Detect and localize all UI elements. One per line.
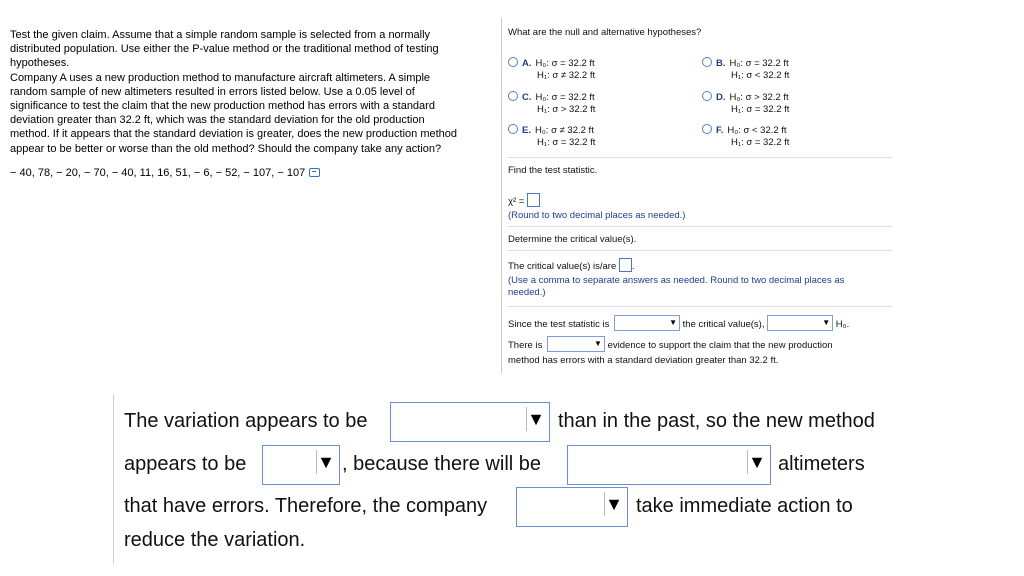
better-worse-dropdown[interactable] — [262, 445, 340, 485]
divider — [507, 306, 892, 307]
company-action-dropdown[interactable] — [516, 487, 628, 527]
option-f[interactable]: F. H₀: σ < 32.2 ft H₁: σ = 32.2 ft — [702, 124, 789, 149]
option-a[interactable]: A. H₀: σ = 32.2 ft H₁: σ ≠ 32.2 ft — [508, 57, 595, 82]
reject-dropdown[interactable] — [767, 315, 833, 331]
problem-line: random sample of new altimeters resulted in errors listed below. Use a 0.05 level of — [10, 85, 415, 98]
divider — [507, 226, 892, 227]
chevron-down-icon: ▼ — [594, 339, 602, 348]
because-text: , because there will be — [342, 453, 542, 475]
problem-line: method. If it appears that the standard deviation is greater, does the new production method — [10, 128, 458, 141]
critical-prompt: Determine the critical value(s). — [508, 234, 637, 245]
radio-e[interactable] — [508, 124, 518, 134]
chi-square-label: χ² = — [508, 196, 525, 207]
test-stat-prompt: Find the test statistic. — [508, 165, 598, 176]
option-d[interactable]: D. H₀: σ > 32.2 ft H₁: σ = 32.2 ft — [702, 91, 789, 116]
critical-hint: (Use a comma to separate answers as needed. Round to two decimal places as needed.) — [508, 275, 845, 298]
action-text: take immediate action to — [636, 495, 853, 517]
radio-c[interactable] — [508, 91, 518, 101]
radio-f[interactable] — [702, 124, 712, 134]
critical-row: The critical value(s) is/are . — [508, 258, 635, 272]
divider — [507, 250, 892, 251]
test-stat-hint: (Round to two decimal places as needed.) — [508, 210, 686, 221]
chevron-down-icon: ▼ — [822, 318, 831, 327]
appears-text: appears to be — [124, 453, 247, 475]
divider — [507, 157, 892, 158]
hypotheses-question: What are the null and alternative hypotheses? — [508, 27, 702, 38]
chevron-down-icon: ▼ — [605, 494, 623, 514]
problem-line: hypotheses. — [10, 57, 70, 70]
problem-line: distributed population. Use either the P-value method or the traditional method of testing — [10, 43, 439, 56]
copy-data-icon[interactable] — [309, 168, 320, 177]
radio-a[interactable] — [508, 57, 518, 67]
conclusion-line-3: method has errors with a standard deviation greater than 32.2 ft. — [508, 355, 779, 366]
problem-statement — [10, 28, 492, 156]
chevron-down-icon: ▼ — [527, 409, 545, 429]
problem-line: deviation greater than 32.2 ft, which was the standard deviation for the old production — [10, 114, 425, 127]
problem-line: Company A uses a new production method to manufacture aircraft altimeters. A simple — [10, 71, 431, 84]
critical-value-input[interactable] — [619, 258, 632, 272]
problem-line: appear to be better or worse than the old method? Should the company take any action? — [10, 142, 442, 155]
radio-b[interactable] — [702, 57, 712, 67]
problem-line: significance to test the claim that the new production method has errors with a standard — [10, 100, 435, 113]
data-values-row — [10, 167, 320, 179]
chevron-down-icon: ▼ — [317, 452, 335, 472]
option-e[interactable]: E. H₀: σ ≠ 32.2 ft H₁: σ = 32.2 ft — [508, 124, 595, 149]
company-text: that have errors. Therefore, the company — [124, 495, 488, 517]
altimeter-count-dropdown[interactable] — [567, 445, 771, 485]
variation-text-1: The variation appears to be — [124, 410, 368, 432]
chevron-down-icon: ▼ — [669, 318, 678, 327]
radio-d[interactable] — [702, 91, 712, 101]
reduce-text: reduce the variation. — [124, 529, 306, 551]
option-c[interactable]: C. H₀: σ = 32.2 ft H₁: σ > 32.2 ft — [508, 91, 595, 116]
data-values: − 40, 78, − 20, − 70, − 40, 11, 16, 51, − 6, − 52, − 107, − 107 — [10, 167, 306, 179]
chi-square-input[interactable] — [527, 193, 540, 207]
conclusion-line-2: There is ▼ evidence to support the claim that the new production — [508, 336, 833, 352]
chevron-down-icon: ▼ — [748, 452, 766, 472]
problem-line: Test the given claim. Assume that a simple random sample is selected from a normally — [10, 29, 431, 41]
comparison-dropdown[interactable] — [614, 315, 680, 331]
variation-dropdown[interactable] — [390, 402, 550, 442]
conclusion-line-1: Since the test statistic is ▼ the critical value(s), ▼ H₀. — [508, 315, 849, 331]
evidence-dropdown[interactable] — [547, 336, 605, 352]
critical-label: The critical value(s) is/are — [508, 261, 617, 272]
altimeters-text: altimeters — [778, 453, 865, 475]
option-b[interactable]: B. H₀: σ = 32.2 ft H₁: σ < 32.2 ft — [702, 57, 789, 82]
variation-text-2: than in the past, so the new method — [558, 410, 875, 432]
chi-square-row — [508, 193, 540, 207]
